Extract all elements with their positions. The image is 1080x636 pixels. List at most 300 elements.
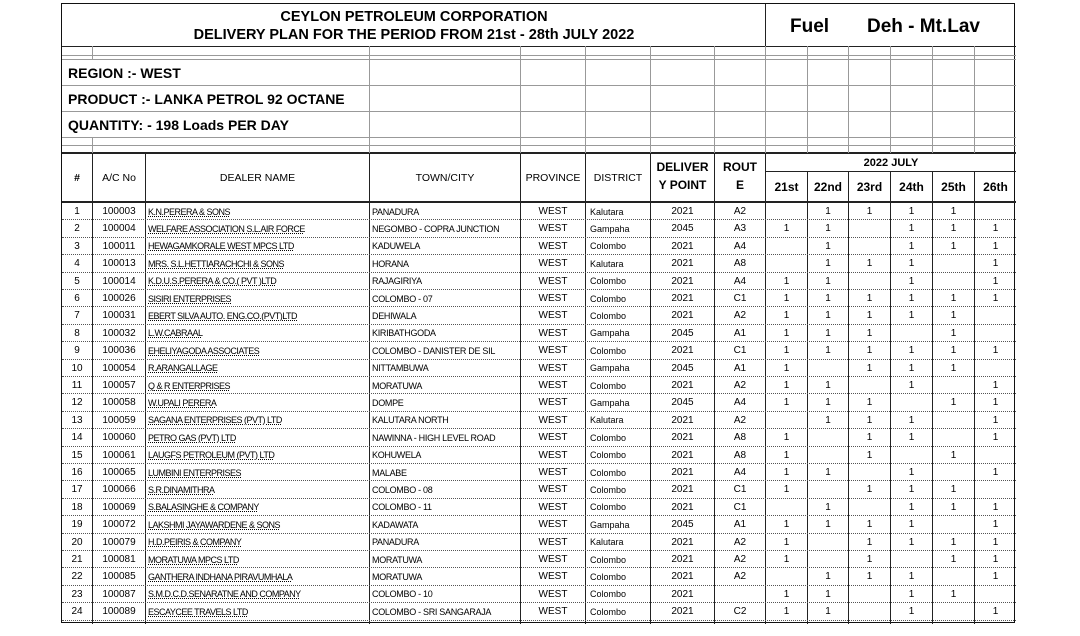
- divider: [848, 46, 849, 153]
- delivery-count: 1: [825, 206, 831, 217]
- row-number: 2: [74, 223, 80, 235]
- delivery-count: [766, 255, 807, 272]
- row-number: 17: [71, 484, 83, 496]
- row-number: 6: [74, 293, 80, 304]
- district: Colombo: [590, 484, 627, 495]
- delivery-count: 1: [783, 554, 790, 565]
- delivery-count: 1: [908, 519, 915, 531]
- org-title: CEYLON PETROLEUM CORPORATION: [280, 9, 548, 25]
- district: Colombo: [590, 589, 627, 600]
- delivery-count: 1: [992, 240, 999, 252]
- district: Gampaha: [590, 519, 630, 530]
- account-number: 100058: [102, 397, 136, 409]
- delivery-count: 1: [992, 223, 999, 235]
- delivery-count: 1: [908, 223, 915, 235]
- fuel-label: Fuel: [790, 16, 830, 37]
- dealer-name: EHELIYAGODA ASSOCIATES: [148, 345, 260, 356]
- delivery-count: [808, 534, 848, 551]
- dealer-name: S.M.D.C.D.SENARATNE AND COMPANY: [148, 589, 301, 600]
- town-city: COLOMBO - DANISTER DE SIL: [372, 345, 496, 356]
- delivery-count: 1: [908, 536, 915, 548]
- delivery-count: 1: [866, 571, 873, 583]
- table-row: [62, 481, 1016, 498]
- delivery-count: [766, 568, 807, 585]
- delivery-point: 2021: [671, 240, 694, 252]
- delivery-count: 1: [908, 571, 915, 583]
- delivery-count: [766, 412, 807, 429]
- district: Colombo: [590, 293, 627, 304]
- col-header-province: PROVINCE: [525, 172, 581, 184]
- delivery-count: 1: [950, 345, 957, 357]
- row-number: 24: [71, 606, 83, 618]
- delivery-count: 1: [783, 310, 790, 322]
- delivery-point: 2021: [671, 258, 694, 270]
- delivery-count: 1: [950, 554, 957, 565]
- delivery-point: 2045: [671, 327, 694, 339]
- row-number: 14: [71, 432, 83, 444]
- delivery-count: [975, 203, 1016, 220]
- district: Kalutara: [590, 537, 624, 548]
- delivery-count: [849, 464, 890, 481]
- delivery-count: 1: [908, 606, 915, 618]
- delivery-count: 1: [866, 206, 873, 217]
- district: Kalutara: [590, 258, 624, 269]
- delivery-count: 1: [950, 240, 957, 252]
- table-row: [62, 568, 1016, 585]
- delivery-count: [933, 429, 974, 446]
- delivery-count: 1: [950, 327, 957, 339]
- town-city: MORATUWA: [372, 554, 423, 565]
- delivery-count: 1: [992, 380, 999, 391]
- dealer-name: SAGANA ENTERPRISES (PVT) LTD: [148, 415, 282, 426]
- delivery-count: 1: [825, 571, 831, 583]
- divider: [714, 46, 715, 153]
- account-number: 100061: [102, 449, 136, 461]
- quantity-label: QUANTITY: - 198 Loads PER DAY: [68, 117, 289, 133]
- dealer-name: GANTHERA INDHANA PIRAVUMHALA: [148, 571, 293, 582]
- delivery-count: 1: [992, 414, 999, 426]
- delivery-count: 1: [950, 206, 957, 217]
- district: Gampaha: [590, 397, 630, 408]
- col-header-num: #: [74, 172, 80, 184]
- delivery-count: 1: [950, 588, 957, 600]
- province: WEST: [538, 414, 568, 426]
- table-row: [62, 447, 1016, 464]
- town-city: MALABE: [372, 467, 407, 478]
- col-header-district: DISTRICT: [593, 172, 643, 184]
- col-header-day-22: 22nd: [813, 179, 842, 194]
- divider: [520, 46, 521, 153]
- delivery-count: 1: [992, 536, 999, 548]
- district: Gampaha: [590, 363, 630, 374]
- district: Gampaha: [590, 328, 630, 339]
- delivery-count: 1: [908, 310, 915, 322]
- delivery-count: [933, 255, 974, 272]
- delivery-count: [933, 603, 974, 620]
- district: Colombo: [590, 467, 627, 478]
- delivery-count: [975, 325, 1016, 342]
- province: WEST: [538, 501, 568, 513]
- province: WEST: [538, 588, 568, 600]
- dealer-name: MORATUWA MPCS LTD: [148, 554, 239, 565]
- divider: [62, 145, 1016, 146]
- table-row: [62, 377, 1016, 394]
- dealer-name: K.D.U.S.PERERA & CO.( PVT )LTD: [148, 276, 277, 287]
- delivery-count: 1: [950, 310, 957, 322]
- delivery-count: 1: [825, 588, 831, 600]
- table-row: [62, 238, 1016, 255]
- table-row: [62, 273, 1016, 290]
- row-number: 13: [71, 414, 83, 426]
- province: WEST: [538, 345, 568, 357]
- route: C2: [733, 606, 747, 618]
- divider: [62, 111, 1016, 112]
- delivery-count: 1: [908, 206, 915, 217]
- dealer-name: R.ARANGALLAGE: [148, 363, 218, 374]
- delivery-count: 1: [908, 501, 915, 513]
- province: WEST: [538, 484, 568, 496]
- dealer-name: WELFARE ASSOCIATION S.L.AIR FORCE: [148, 223, 305, 234]
- delivery-count: 1: [825, 414, 831, 426]
- delivery-count: [975, 307, 1016, 324]
- plan-title: DELIVERY PLAN FOR THE PERIOD FROM 21st - 28th JULY 2022: [193, 27, 635, 43]
- route: A4: [733, 397, 747, 409]
- row-number: 21: [71, 554, 83, 565]
- delivery-point: 2021: [671, 606, 694, 618]
- col-header-route-2: E: [735, 178, 744, 192]
- col-header-ac: A/C No: [102, 172, 136, 184]
- delivery-count: 1: [950, 484, 957, 496]
- account-number: 100065: [102, 467, 136, 478]
- delivery-count: 1: [908, 240, 915, 252]
- table-row: [62, 412, 1016, 429]
- row-number: 8: [74, 327, 80, 339]
- town-city: NAWINNA - HIGH LEVEL ROAD: [372, 432, 496, 443]
- delivery-count: 1: [908, 414, 915, 426]
- row-number: 4: [74, 258, 80, 270]
- delivery-count: 1: [825, 258, 831, 270]
- town-city: KADAWATA: [372, 519, 419, 530]
- dealer-name: HEWAGAMKORALE WEST MPCS LTD: [148, 241, 294, 252]
- town-city: KADUWELA: [372, 241, 421, 252]
- province: WEST: [538, 206, 568, 217]
- divider: [62, 46, 1016, 47]
- delivery-count: 1: [992, 258, 999, 270]
- delivery-point: 2021: [671, 293, 694, 304]
- table-row: [62, 290, 1016, 307]
- depot-label: Deh - Mt.Lav: [867, 16, 980, 37]
- account-number: 100054: [102, 362, 136, 374]
- route: A2: [733, 380, 747, 391]
- table-row: [62, 307, 1016, 324]
- divider: [585, 46, 586, 153]
- dealer-name: K.N.PERERA & SONS: [148, 206, 231, 217]
- delivery-count: [766, 238, 807, 255]
- table-row: [62, 551, 1016, 568]
- col-header-delivery-1: DELIVER: [656, 160, 709, 174]
- account-number: 100013: [102, 258, 136, 270]
- province: WEST: [538, 275, 568, 287]
- province: WEST: [538, 432, 568, 444]
- row-number: 23: [71, 588, 83, 600]
- delivery-count: 1: [783, 432, 790, 444]
- delivery-count: [766, 203, 807, 220]
- delivery-count: 1: [783, 275, 790, 287]
- col-header-route-1: ROUT: [723, 160, 757, 174]
- delivery-count: 1: [783, 293, 790, 304]
- account-number: 100031: [102, 310, 136, 322]
- district: Colombo: [590, 241, 627, 252]
- account-number: 100066: [102, 484, 136, 496]
- delivery-point: 2021: [671, 345, 694, 357]
- col-header-delivery-2: Y POINT: [658, 178, 707, 192]
- route: A3: [733, 223, 747, 235]
- delivery-count: 1: [783, 536, 790, 548]
- route: C1: [733, 501, 747, 513]
- route: A2: [733, 571, 747, 583]
- divider: [974, 46, 975, 153]
- delivery-count: 1: [908, 345, 915, 357]
- route: A8: [733, 449, 747, 461]
- province: WEST: [538, 397, 568, 409]
- town-city: HORANA: [372, 258, 409, 269]
- delivery-count: [975, 360, 1016, 377]
- delivery-point: 2021: [671, 414, 694, 426]
- dealer-name: EBERT SILVA AUTO. ENG.CO.(PVT)LTD: [148, 310, 298, 321]
- province: WEST: [538, 606, 568, 618]
- delivery-count: 1: [783, 223, 790, 235]
- delivery-point: 2045: [671, 362, 694, 374]
- delivery-count: [891, 447, 932, 464]
- divider: [932, 46, 933, 153]
- delivery-count: 1: [992, 571, 999, 583]
- delivery-count: 1: [908, 293, 915, 304]
- divider: [92, 46, 93, 60]
- row-number: 20: [71, 536, 83, 548]
- col-header-day-21: 21st: [774, 179, 799, 194]
- dealer-name: SISIRI ENTERPRISES: [148, 293, 232, 304]
- table-row: [62, 394, 1016, 411]
- delivery-count: [975, 481, 1016, 498]
- delivery-count: [975, 586, 1016, 603]
- delivery-count: 1: [825, 501, 831, 513]
- table-row: [62, 203, 1016, 220]
- delivery-count: 1: [866, 519, 873, 531]
- col-header-town: TOWN/CITY: [415, 172, 475, 184]
- dealer-name: LUMBINI ENTERPRISES: [148, 467, 242, 478]
- route: A4: [733, 240, 747, 252]
- delivery-point: 2021: [671, 206, 694, 217]
- row-number: 7: [74, 310, 80, 322]
- province: WEST: [538, 380, 568, 391]
- row-number: 11: [71, 380, 83, 391]
- delivery-count: 1: [825, 240, 831, 252]
- district: Colombo: [590, 571, 627, 582]
- delivery-count: 1: [783, 397, 790, 409]
- delivery-count: 1: [908, 362, 915, 374]
- province: WEST: [538, 310, 568, 322]
- delivery-count: [975, 447, 1016, 464]
- delivery-plan-sheet: [61, 3, 1015, 623]
- table-row: [62, 516, 1016, 533]
- delivery-count: 1: [825, 397, 831, 409]
- account-number: 100011: [102, 240, 136, 252]
- delivery-count: [933, 273, 974, 290]
- delivery-count: [849, 499, 890, 516]
- delivery-count: 1: [783, 449, 790, 461]
- town-city: DEHIWALA: [372, 310, 417, 321]
- delivery-count: [808, 360, 848, 377]
- delivery-count: 1: [950, 293, 957, 304]
- table-row: [62, 429, 1016, 446]
- town-city: NEGOMBO - COPRA JUNCTION: [372, 223, 500, 234]
- delivery-count: [849, 586, 890, 603]
- delivery-count: 1: [866, 397, 873, 409]
- table-row: [62, 534, 1016, 551]
- delivery-count: 1: [992, 275, 999, 287]
- route: C1: [733, 345, 747, 357]
- delivery-point: 2045: [671, 397, 694, 409]
- province: WEST: [538, 519, 568, 531]
- delivery-point: 2021: [671, 310, 694, 322]
- delivery-count: 1: [866, 258, 873, 270]
- delivery-point: 2021: [671, 501, 694, 513]
- row-number: 22: [71, 571, 83, 583]
- town-city: KIRIBATHGODA: [372, 328, 436, 339]
- delivery-point: 2021: [671, 467, 694, 478]
- delivery-point: 2021: [671, 484, 694, 496]
- delivery-point: 2021: [671, 449, 694, 461]
- town-city: MORATUWA: [372, 571, 423, 582]
- province: WEST: [538, 571, 568, 583]
- account-number: 100087: [102, 588, 136, 600]
- delivery-count: 1: [950, 501, 957, 513]
- town-city: NITTAMBUWA: [372, 363, 429, 374]
- province: WEST: [538, 536, 568, 548]
- town-city: DOMPE: [372, 397, 404, 408]
- delivery-count: [808, 429, 848, 446]
- col-header-day-24: 24th: [899, 179, 924, 194]
- delivery-count: 1: [783, 588, 790, 600]
- delivery-count: 1: [908, 380, 915, 391]
- account-number: 100036: [102, 345, 136, 357]
- route: A2: [733, 536, 747, 548]
- delivery-count: 1: [950, 223, 957, 235]
- town-city: RAJAGIRIYA: [372, 276, 422, 287]
- delivery-count: [849, 377, 890, 394]
- delivery-count: 1: [783, 380, 790, 391]
- delivery-count: [808, 551, 848, 568]
- dealer-name: W.UPALI PERERA: [148, 397, 217, 408]
- delivery-count: 1: [992, 293, 999, 304]
- dealer-name: L.W.CABRAAL: [148, 328, 203, 339]
- delivery-count: 1: [866, 362, 873, 374]
- delivery-count: 1: [908, 484, 915, 496]
- divider: [62, 152, 1016, 154]
- dealer-name: Q & R ENTERPRISES: [148, 380, 231, 391]
- col-header-day-23: 23rd: [856, 179, 883, 194]
- divider: [765, 4, 766, 47]
- divider: [62, 85, 1016, 86]
- table-row: [62, 499, 1016, 516]
- district: Colombo: [590, 310, 627, 321]
- delivery-count: 1: [825, 310, 831, 322]
- account-number: 100060: [102, 432, 136, 444]
- delivery-count: 1: [866, 554, 873, 565]
- delivery-count: 1: [992, 432, 999, 444]
- district: Colombo: [590, 432, 627, 443]
- account-number: 100079: [102, 536, 136, 548]
- delivery-count: 1: [866, 536, 873, 548]
- route: A1: [733, 519, 747, 531]
- row-number: 3: [74, 240, 80, 252]
- delivery-count: 1: [992, 501, 999, 513]
- delivery-count: 1: [908, 467, 915, 478]
- delivery-count: [933, 377, 974, 394]
- account-number: 100032: [102, 327, 136, 339]
- delivery-count: 1: [866, 327, 873, 339]
- dealer-name: MRS. S.L.HETTIARACHCHI & SONS: [148, 258, 285, 269]
- delivery-count: [849, 220, 890, 237]
- delivery-count: [849, 273, 890, 290]
- delivery-count: [808, 447, 848, 464]
- delivery-count: 1: [825, 327, 831, 339]
- delivery-count: [891, 325, 932, 342]
- delivery-point: 2021: [671, 536, 694, 548]
- route: A1: [733, 327, 747, 339]
- delivery-count: [849, 238, 890, 255]
- delivery-point: 2021: [671, 554, 694, 565]
- divider: [62, 137, 1016, 138]
- route: A1: [733, 362, 747, 374]
- route: A2: [733, 414, 747, 426]
- col-header-period: 2022 JULY: [863, 157, 919, 169]
- divider: [650, 46, 651, 153]
- delivery-count: [891, 394, 932, 411]
- delivery-count: 1: [825, 293, 831, 304]
- row-number: 18: [71, 501, 83, 513]
- delivery-count: 1: [992, 606, 999, 618]
- route: A2: [733, 310, 747, 322]
- dealer-name: ESCAYCEE TRAVELS LTD: [148, 606, 248, 617]
- district: Gampaha: [590, 223, 630, 234]
- col-header-dealer: DEALER NAME: [219, 172, 296, 184]
- delivery-count: 1: [950, 536, 957, 548]
- account-number: 100072: [102, 519, 136, 531]
- province: WEST: [538, 362, 568, 374]
- delivery-count: 1: [783, 362, 790, 374]
- district: Colombo: [590, 380, 627, 391]
- table-row: [62, 586, 1016, 603]
- delivery-point: 2045: [671, 223, 694, 235]
- district: Kalutara: [590, 415, 624, 426]
- town-city: COLOMBO - 07: [372, 293, 433, 304]
- row-number: 1: [74, 206, 80, 217]
- delivery-count: 1: [866, 414, 873, 426]
- route: A8: [733, 258, 747, 270]
- district: Colombo: [590, 502, 627, 513]
- town-city: COLOMBO - 11: [372, 502, 432, 513]
- delivery-count: [891, 551, 932, 568]
- district: Colombo: [590, 345, 627, 356]
- route: [715, 586, 765, 603]
- route: C1: [733, 484, 747, 496]
- delivery-point: 2021: [671, 588, 694, 600]
- divider: [62, 59, 1016, 60]
- delivery-count: [849, 603, 890, 620]
- delivery-count: 1: [950, 362, 957, 374]
- delivery-count: 1: [992, 554, 999, 565]
